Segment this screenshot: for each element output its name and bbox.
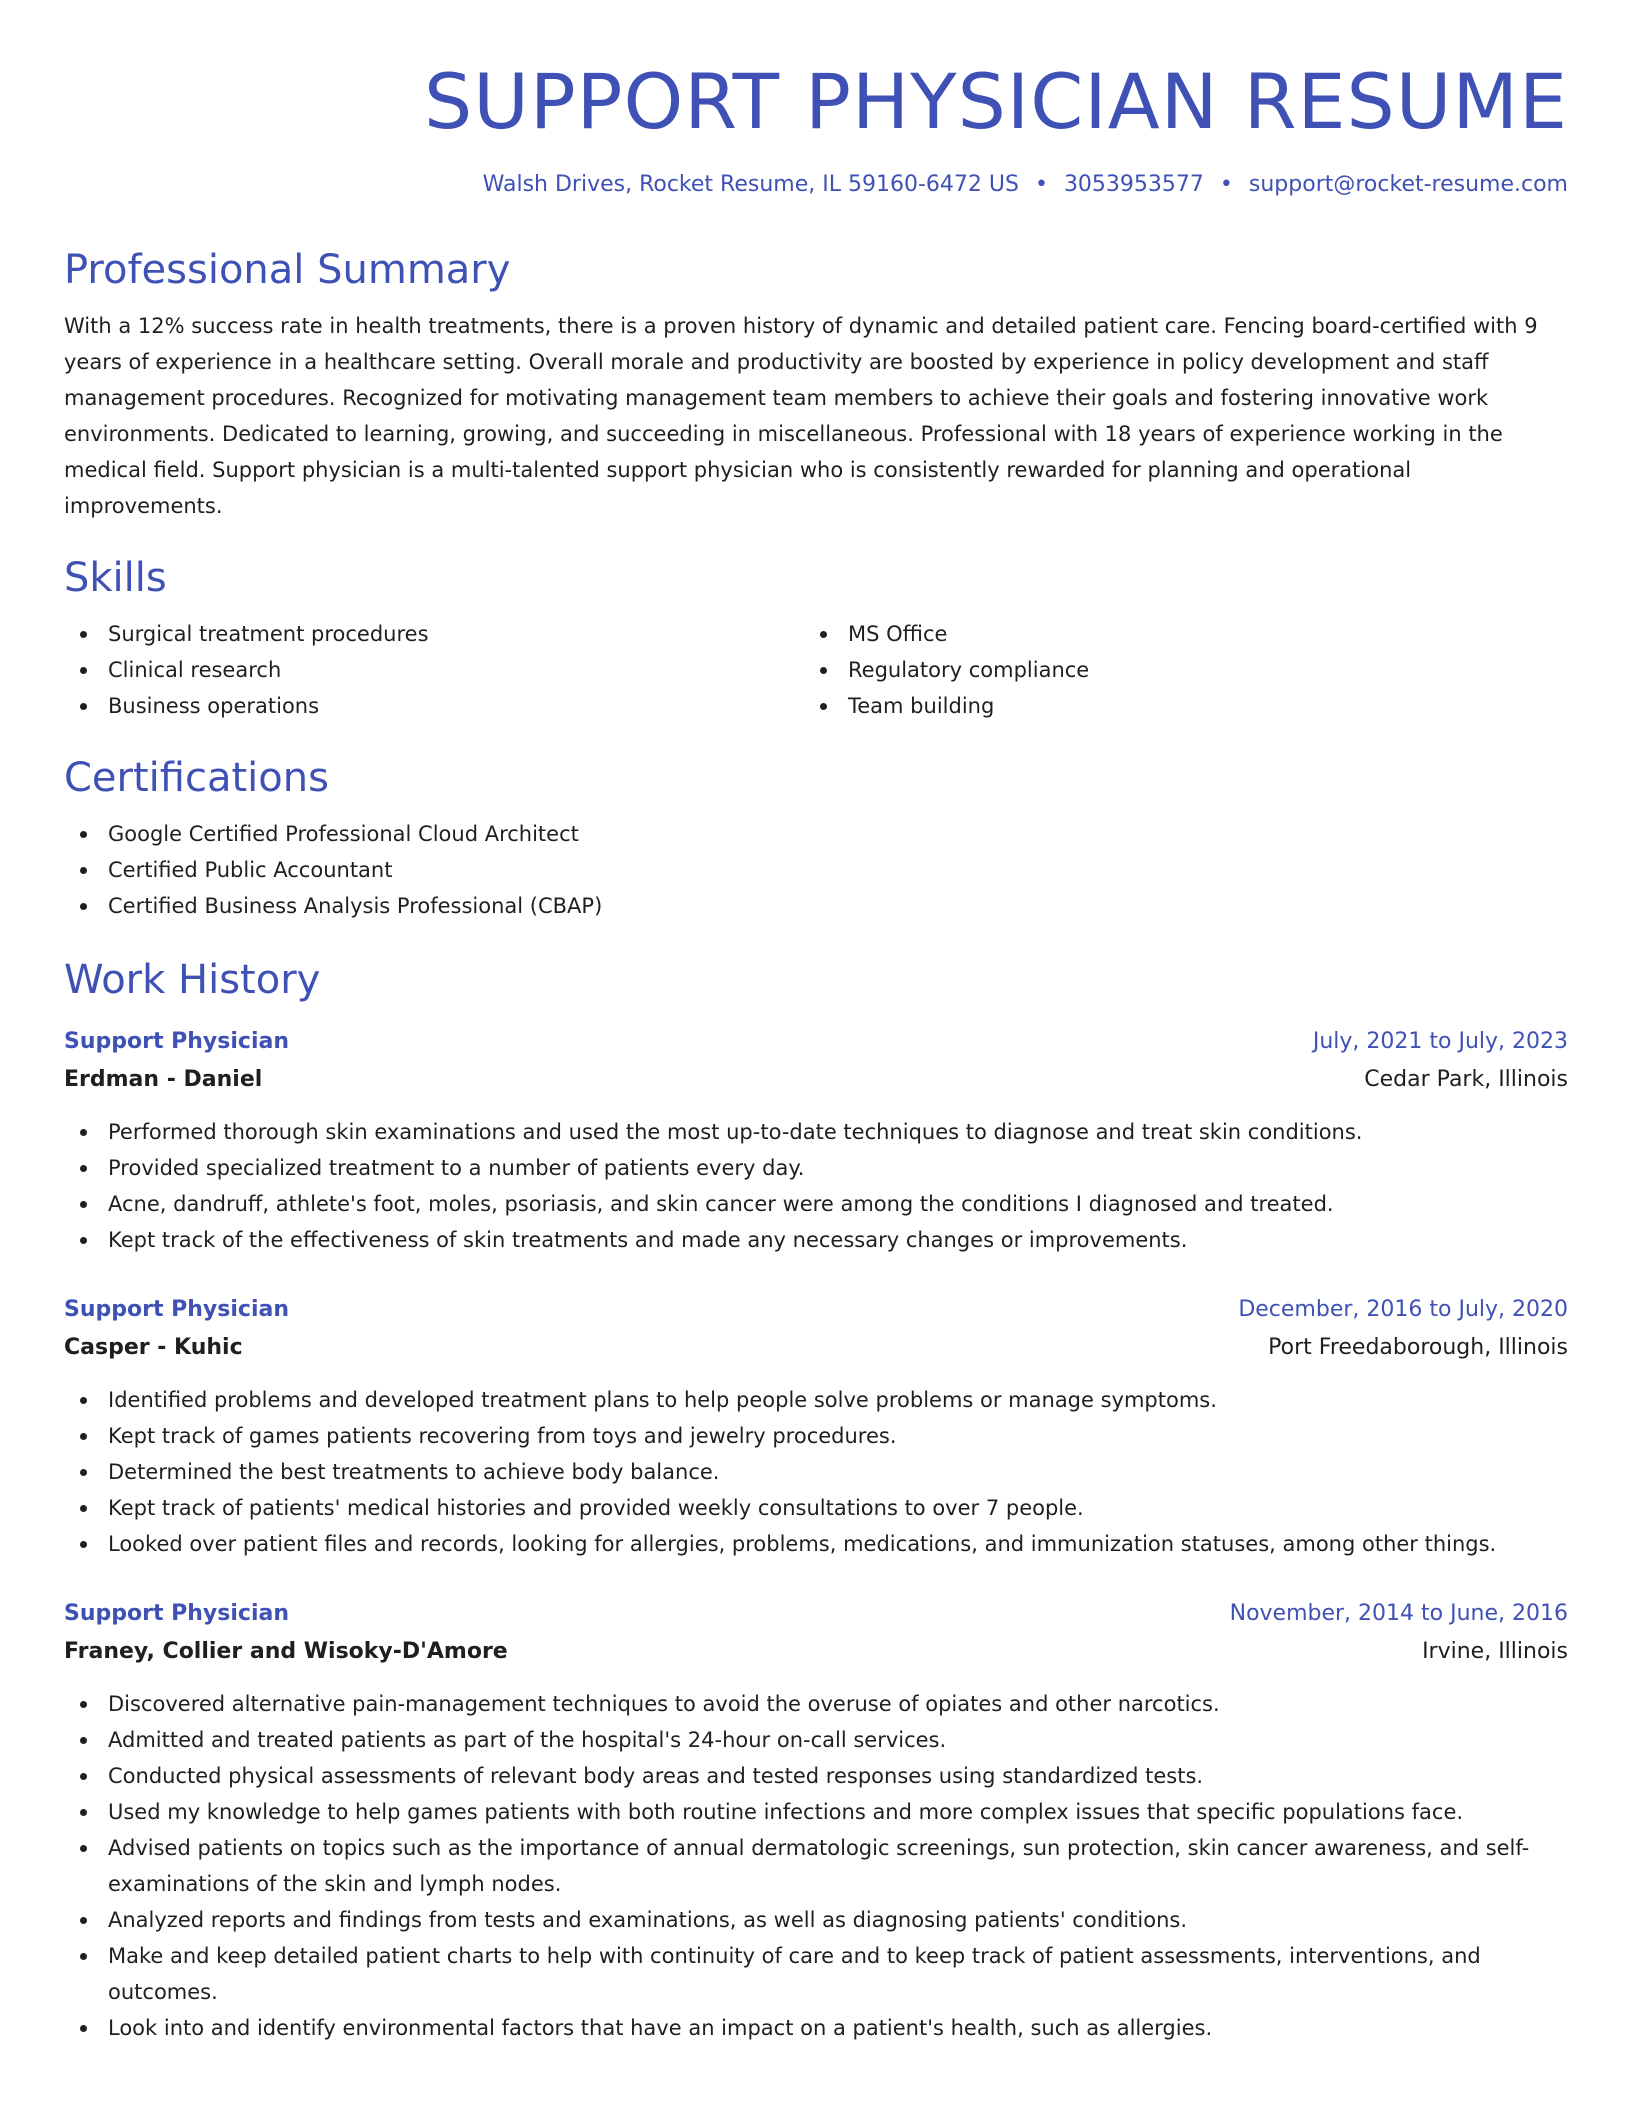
- job-company-row: [64, 1632, 1568, 1672]
- job-location: Cedar Park, Illinois: [1364, 1067, 1568, 1092]
- certification-item: Certified Business Analysis Professional (CBAP): [64, 888, 1568, 924]
- job-bullet: Used my knowledge to help games patients with both routine infections and more complex issues that specific populations face.: [64, 1794, 1568, 1830]
- job-bullet: Advised patients on topics such as the importance of annual dermatologic screenings, sun protection, skin cancer awareness, and self-examinations of the skin and lymph nodes.: [64, 1830, 1568, 1902]
- job-bullet: Conducted physical assessments of relevant body areas and tested responses using standardized tests.: [64, 1758, 1568, 1794]
- skills-heading: Skills: [64, 555, 167, 601]
- skill-item: Team building: [804, 688, 1544, 724]
- job-bullets: [64, 1686, 1568, 2046]
- job-company: Erdman - Daniel: [64, 1067, 263, 1092]
- job-bullet: Looked over patient files and records, looking for allergies, problems, medications, and immunization statuses, among other things.: [64, 1526, 1568, 1562]
- job-bullet: Discovered alternative pain-management techniques to avoid the overuse of opiates and other narcotics.: [64, 1686, 1568, 1722]
- skills-column-left: [64, 616, 804, 724]
- job-company: Casper - Kuhic: [64, 1335, 243, 1360]
- summary-text: With a 12% success rate in health treatments, there is a proven history of dynamic and detailed patient care. Fencing board-certified with 9 years of experience in a healthcare setting. Overall morale and productivity are boosted by experience in policy development and staff management procedures. Recognized for motivating management team members to achieve their goals and fostering innovative work environments. Dedicated to learning, growing, and succeeding in miscellaneous. Professional with 18 years of experience working in the medical field. Support physician is a multi-talented support physician who is consistently rewarded for planning and operational improvements.: [64, 314, 1538, 518]
- contact-line: [64, 170, 1568, 200]
- job-dates: November, 2014 to June, 2016: [1229, 1601, 1568, 1626]
- skill-item: Clinical research: [64, 652, 804, 688]
- job-dates: December, 2016 to July, 2020: [1238, 1297, 1568, 1322]
- job-bullet: Performed thorough skin examinations and used the most up-to-date techniques to diagnose and treat skin conditions.: [64, 1114, 1568, 1150]
- job-bullet: Kept track of patients' medical histories and provided weekly consultations to over 7 people.: [64, 1490, 1568, 1526]
- skill-item: Business operations: [64, 688, 804, 724]
- job-location: Irvine, Illinois: [1422, 1639, 1568, 1664]
- job-company: Franey, Collier and Wisoky-D'Amore: [64, 1639, 508, 1664]
- job-company-row: [64, 1060, 1568, 1100]
- job-bullet: Acne, dandruff, athlete's foot, moles, psoriasis, and skin cancer were among the conditions I diagnosed and treated.: [64, 1186, 1568, 1222]
- certification-item: Google Certified Professional Cloud Architect: [64, 816, 1568, 852]
- job-bullets: [64, 1382, 1568, 1562]
- resume-title: SUPPORT PHYSICIAN RESUME: [423, 57, 1568, 146]
- work-history-heading: Work History: [64, 957, 321, 1003]
- contact-address: Walsh Drives, Rocket Resume, IL 59160-6472 US: [482, 172, 1019, 197]
- job-bullet: Analyzed reports and findings from tests and examinations, as well as diagnosing patients' conditions.: [64, 1902, 1568, 1938]
- job-bullet: Look into and identify environmental factors that have an impact on a patient's health, such as allergies.: [64, 2010, 1568, 2046]
- skill-item: Regulatory compliance: [804, 652, 1544, 688]
- certifications-heading: Certifications: [64, 755, 329, 801]
- job-header-row: [64, 1596, 1568, 1632]
- certifications-list: [64, 816, 1568, 924]
- job-bullet: Make and keep detailed patient charts to help with continuity of care and to keep track of patient assessments, interventions, and outcomes.: [64, 1938, 1568, 2010]
- job-role: Support Physician: [64, 1601, 289, 1626]
- job-bullet: Admitted and treated patients as part of the hospital's 24-hour on-call services.: [64, 1722, 1568, 1758]
- summary-heading: Professional Summary: [64, 247, 511, 293]
- job-header-row: [64, 1292, 1568, 1328]
- job-location: Port Freedaborough, Illinois: [1268, 1335, 1568, 1360]
- job-entry: [64, 1024, 1568, 1258]
- skills-column-right: [804, 616, 1544, 724]
- skill-item: MS Office: [804, 616, 1544, 652]
- certification-item: Certified Public Accountant: [64, 852, 1568, 888]
- job-bullets: [64, 1114, 1568, 1258]
- job-role: Support Physician: [64, 1297, 289, 1322]
- job-bullet: Determined the best treatments to achieve body balance.: [64, 1454, 1568, 1490]
- contact-separator: •: [1219, 172, 1233, 197]
- job-company-row: [64, 1328, 1568, 1368]
- job-entry: [64, 1596, 1568, 2046]
- job-bullet: Kept track of games patients recovering from toys and jewelry procedures.: [64, 1418, 1568, 1454]
- job-dates: July, 2021 to July, 2023: [1312, 1029, 1568, 1054]
- skill-item: Surgical treatment procedures: [64, 616, 804, 652]
- job-bullet: Identified problems and developed treatment plans to help people solve problems or manage symptoms.: [64, 1382, 1568, 1418]
- job-role: Support Physician: [64, 1029, 289, 1054]
- contact-phone: 3053953577: [1063, 172, 1204, 197]
- contact-email[interactable]: support@rocket-resume.com: [1248, 172, 1568, 197]
- skills-list: [64, 616, 1568, 724]
- job-bullet: Provided specialized treatment to a number of patients every day.: [64, 1150, 1568, 1186]
- contact-separator: •: [1034, 172, 1048, 197]
- job-entry: [64, 1292, 1568, 1562]
- job-header-row: [64, 1024, 1568, 1060]
- job-bullet: Kept track of the effectiveness of skin treatments and made any necessary changes or improvements.: [64, 1222, 1568, 1258]
